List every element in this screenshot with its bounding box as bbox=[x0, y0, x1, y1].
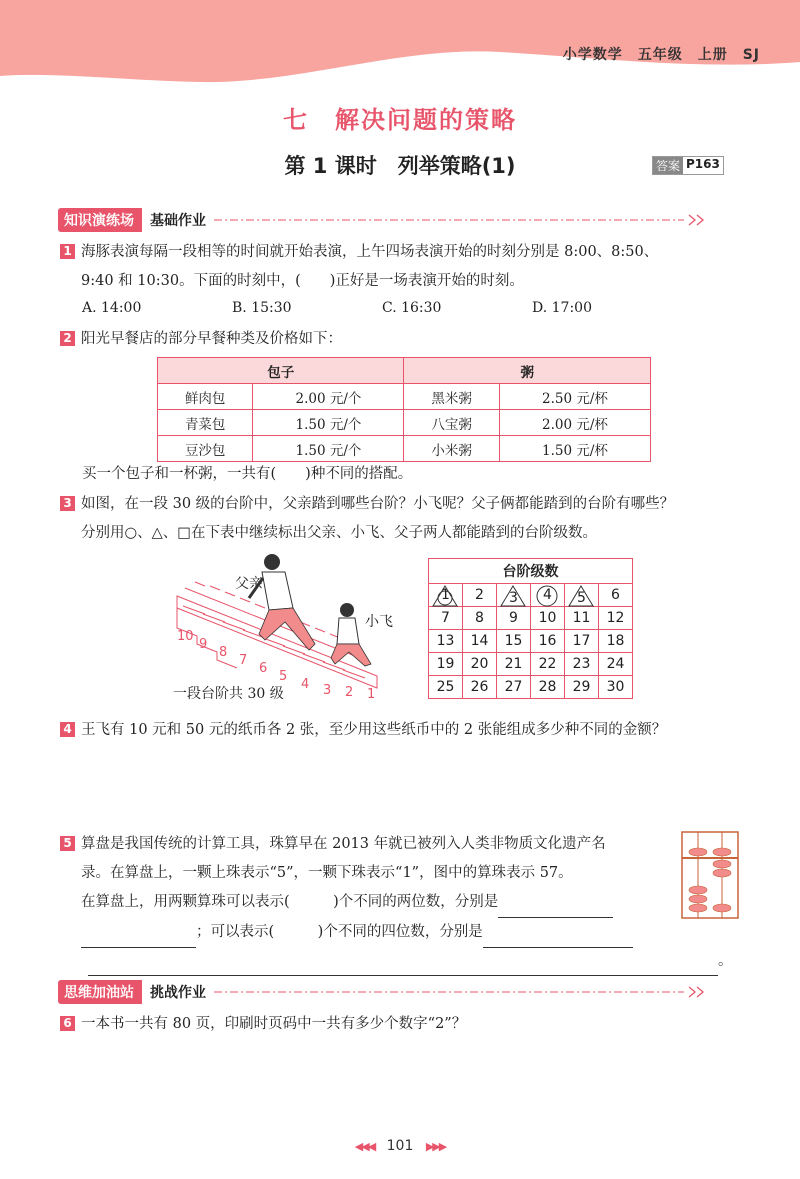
step-cell[interactable]: 25 bbox=[429, 676, 463, 699]
q5-end: 。 bbox=[718, 953, 733, 969]
question-text-line2: 分别用○、△、□在下表中继续标出父亲、小飞、父子两人都能踏到的台阶级数。 bbox=[81, 525, 598, 541]
question-text-line2: 9:40 和 10:30。下面的时刻中，( )正好是一场表演开始的时刻。 bbox=[81, 273, 524, 289]
step-cell[interactable]: 14 bbox=[463, 630, 497, 653]
cell: 1.50 元/杯 bbox=[499, 436, 650, 462]
question-number: 3 bbox=[60, 496, 75, 511]
step-cell[interactable]: 29 bbox=[565, 676, 599, 699]
question-text-line4 bbox=[60, 918, 680, 948]
option-a[interactable]: A. 14:00 bbox=[82, 300, 142, 316]
stair-number: 4 bbox=[301, 677, 310, 692]
section-challenge bbox=[58, 980, 714, 1004]
table-row bbox=[158, 436, 651, 462]
answer-blank-two-digit[interactable] bbox=[498, 888, 613, 918]
answer-label: 答案 bbox=[653, 157, 683, 174]
step-cell[interactable]: 30 bbox=[599, 676, 633, 699]
next-arrows-icon: ▶▶▶ bbox=[425, 1140, 446, 1153]
step-cell[interactable]: 6 bbox=[599, 584, 633, 607]
answer-blank-two-digit-cont[interactable] bbox=[81, 918, 196, 948]
cell: 1.50 元/个 bbox=[253, 410, 404, 436]
section-sub: 基础作业 bbox=[150, 213, 206, 229]
table-row bbox=[429, 676, 633, 699]
option-b[interactable]: B. 15:30 bbox=[232, 300, 292, 316]
step-cell[interactable]: 17 bbox=[565, 630, 599, 653]
son-label: 小飞 bbox=[365, 614, 393, 630]
q5-part2: ；可以表示( )个不同的四位数，分别是 bbox=[196, 924, 483, 940]
table-row bbox=[429, 607, 633, 630]
table-row bbox=[158, 384, 651, 410]
stairs-illustration bbox=[165, 548, 405, 713]
step-cell[interactable]: 21 bbox=[497, 653, 531, 676]
step-cell[interactable]: 4 bbox=[531, 584, 565, 607]
stair-number: 5 bbox=[279, 669, 288, 684]
step-cell[interactable]: 1 bbox=[429, 584, 463, 607]
step-cell[interactable]: 7 bbox=[429, 607, 463, 630]
step-cell[interactable]: 15 bbox=[497, 630, 531, 653]
series-label: 小学数学 五年级 上册 SJ bbox=[562, 47, 760, 63]
answer-area-q4[interactable] bbox=[82, 750, 722, 820]
lesson-title: 第 1 课时 列举策略(1) bbox=[284, 154, 516, 178]
step-cell[interactable]: 3 bbox=[497, 584, 531, 607]
section-divider bbox=[214, 214, 714, 226]
q1-options bbox=[82, 300, 642, 316]
step-cell[interactable]: 10 bbox=[531, 607, 565, 630]
answer-area-q6[interactable] bbox=[82, 1045, 722, 1125]
cell: 2.50 元/杯 bbox=[499, 384, 650, 410]
question-number: 4 bbox=[60, 722, 75, 737]
table-row bbox=[158, 410, 651, 436]
stair-number: 1 bbox=[367, 687, 376, 702]
answer-reference bbox=[652, 156, 724, 175]
option-d[interactable]: D. 17:00 bbox=[532, 300, 592, 316]
answer-page: P163 bbox=[686, 157, 720, 171]
question-number: 5 bbox=[60, 836, 75, 851]
step-cell[interactable]: 8 bbox=[463, 607, 497, 630]
stair-number: 2 bbox=[345, 685, 354, 700]
answer-blank-four-digit-cont[interactable] bbox=[88, 956, 718, 976]
header-buns: 包子 bbox=[158, 358, 404, 384]
step-cell[interactable]: 19 bbox=[429, 653, 463, 676]
table-row bbox=[429, 630, 633, 653]
prev-arrows-icon: ◀◀◀ bbox=[354, 1140, 375, 1153]
question-2 bbox=[60, 325, 342, 354]
question-text-line3 bbox=[60, 888, 680, 918]
question-text: 阳光早餐店的部分早餐种类及价格如下： bbox=[81, 331, 342, 347]
question-1 bbox=[60, 238, 740, 296]
step-cell[interactable]: 11 bbox=[565, 607, 599, 630]
question-text-line2: 录。在算盘上，一颗上珠表示“5”，一颗下珠表示“1”，图中的算珠表示 57。 bbox=[81, 865, 573, 881]
cell: 八宝粥 bbox=[404, 410, 499, 436]
cell: 2.00 元/杯 bbox=[499, 410, 650, 436]
question-text: 海豚表演每隔一段相等的时间就开始表演，上午四场表演开始的时刻分别是 8:00、8:50、 bbox=[81, 244, 659, 260]
question-3 bbox=[60, 490, 760, 548]
step-table-title: 台阶级数 bbox=[429, 559, 633, 584]
question-number: 1 bbox=[60, 244, 75, 259]
header-porridge: 粥 bbox=[404, 358, 651, 384]
step-cell[interactable]: 16 bbox=[531, 630, 565, 653]
table-row bbox=[429, 584, 633, 607]
stair-number: 3 bbox=[323, 683, 332, 698]
step-cell[interactable]: 12 bbox=[599, 607, 633, 630]
page-number: 101 bbox=[386, 1138, 414, 1154]
father-label: 父亲 bbox=[235, 576, 263, 592]
section-sub: 挑战作业 bbox=[150, 985, 206, 1001]
stair-number: 7 bbox=[239, 653, 248, 668]
question-text: 如图，在一段 30 级的台阶中，父亲踏到哪些台阶？小飞呢？父子俩都能踏到的台阶有哪些？ bbox=[81, 496, 675, 512]
stairs-caption: 一段台阶共 30 级 bbox=[173, 686, 284, 702]
step-cell[interactable]: 18 bbox=[599, 630, 633, 653]
q5-part1: 在算盘上，用两颗算珠可以表示( )个不同的两位数，分别是 bbox=[81, 894, 499, 910]
step-cell[interactable]: 13 bbox=[429, 630, 463, 653]
question-text: 王飞有 10 元和 50 元的纸币各 2 张，至少用这些纸币中的 2 张能组成多少种不同的金额？ bbox=[81, 722, 667, 738]
stair-number: 6 bbox=[259, 661, 268, 676]
question-text: 算盘是我国传统的计算工具，珠算早在 2013 年就已被列入人类非物质文化遗产名 bbox=[81, 836, 606, 852]
cell: 青菜包 bbox=[158, 410, 253, 436]
question-6 bbox=[60, 1010, 760, 1039]
step-cell[interactable]: 22 bbox=[531, 653, 565, 676]
page-footer bbox=[0, 1138, 800, 1154]
step-cell[interactable]: 24 bbox=[599, 653, 633, 676]
question-text: 一本书一共有 80 页，印刷时页码中一共有多少个数字“2”？ bbox=[81, 1016, 467, 1032]
step-cell[interactable]: 27 bbox=[497, 676, 531, 699]
stair-number: 10 bbox=[177, 629, 194, 644]
section-tag: 知识演练场 bbox=[58, 208, 142, 232]
abacus-illustration bbox=[680, 830, 740, 920]
son-figure bbox=[331, 603, 371, 666]
breakfast-table bbox=[157, 357, 651, 462]
cell: 2.00 元/个 bbox=[253, 384, 404, 410]
step-cell[interactable]: 9 bbox=[497, 607, 531, 630]
section-divider bbox=[214, 986, 714, 998]
cell: 黑米粥 bbox=[404, 384, 499, 410]
cell: 豆沙包 bbox=[158, 436, 253, 462]
step-cell[interactable]: 23 bbox=[565, 653, 599, 676]
answer-blank-four-digit[interactable] bbox=[483, 918, 633, 948]
step-table bbox=[428, 558, 633, 699]
question-number: 6 bbox=[60, 1016, 75, 1031]
step-cell[interactable]: 5 bbox=[565, 584, 599, 607]
cell: 鲜肉包 bbox=[158, 384, 253, 410]
option-c[interactable]: C. 16:30 bbox=[382, 300, 442, 316]
step-cell[interactable]: 20 bbox=[463, 653, 497, 676]
cell: 小米粥 bbox=[404, 436, 499, 462]
q5-line5 bbox=[88, 947, 733, 976]
step-cell[interactable]: 26 bbox=[463, 676, 497, 699]
section-basic bbox=[58, 208, 714, 232]
stair-number: 9 bbox=[199, 637, 208, 652]
step-cell[interactable]: 28 bbox=[531, 676, 565, 699]
section-tag: 思维加油站 bbox=[58, 980, 142, 1004]
q2-question: 买一个包子和一杯粥，一共有( )种不同的搭配。 bbox=[82, 466, 413, 482]
question-5 bbox=[60, 830, 680, 948]
table-row bbox=[429, 653, 633, 676]
stair-number: 8 bbox=[219, 645, 228, 660]
question-4 bbox=[60, 716, 760, 745]
question-number: 2 bbox=[60, 331, 75, 346]
cell: 1.50 元/个 bbox=[253, 436, 404, 462]
step-cell[interactable]: 2 bbox=[463, 584, 497, 607]
unit-title: 七 解决问题的策略 bbox=[283, 106, 517, 134]
